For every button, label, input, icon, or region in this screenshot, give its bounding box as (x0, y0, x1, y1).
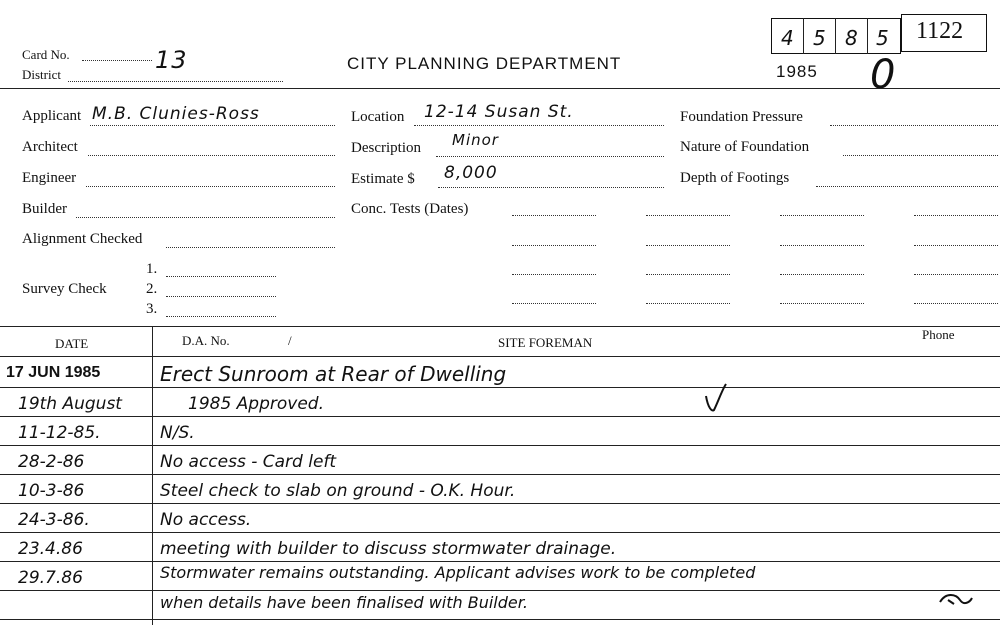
ref-digit-1: 4 (781, 26, 795, 50)
date-header: DATE (55, 336, 89, 351)
check-mark (700, 380, 730, 414)
depth-footings-label: Depth of Footings (680, 170, 790, 186)
ref-divider-1 (803, 18, 804, 54)
da-slash: / (288, 333, 292, 348)
row-rule (0, 532, 1000, 533)
ref-digit-4: 5 (876, 26, 890, 50)
row-rule (0, 619, 1000, 620)
estimate-label: Estimate $ (351, 171, 415, 187)
location-label: Location (351, 109, 405, 125)
table-row-note: Steel check to slab on ground - O.K. Hour. (160, 481, 516, 501)
table-row-date: 23.4.86 (18, 539, 83, 559)
initials-mark (936, 590, 976, 610)
description-label: Description (351, 140, 421, 156)
row-rule (0, 561, 1000, 562)
nature-foundation-label: Nature of Foundation (680, 139, 810, 155)
location-line (414, 125, 664, 126)
card-no-value: 13 (155, 46, 188, 74)
conc-test-line-3a (512, 274, 596, 275)
table-row-date: 10-3-86 (18, 481, 85, 501)
conc-test-line-2b (646, 245, 730, 246)
conc-test-line-3b (646, 274, 730, 275)
table-row-date: 11-12-85. (18, 423, 101, 443)
conc-test-line-4d (914, 303, 998, 304)
conc-test-line-2d (914, 245, 998, 246)
conc-test-line-1d (914, 215, 998, 216)
engineer-line (86, 186, 335, 187)
row-rule (0, 590, 1000, 591)
ref-divider-2 (835, 18, 836, 54)
survey-line-3 (166, 316, 276, 317)
table-row-note: N/S. (160, 423, 195, 443)
table-row-date: 29.7.86 (18, 568, 83, 588)
conc-test-line-2c (780, 245, 864, 246)
card-no-label: Card No. (22, 47, 70, 62)
ref-number: 1122 (916, 18, 964, 44)
location-value: 12-14 Susan St. (424, 102, 574, 122)
table-row-date: 17 JUN 1985 (6, 364, 101, 381)
table-row-note: No access. (160, 510, 252, 530)
site-foreman-header: SITE FOREMAN (498, 335, 593, 350)
ref-digit-3: 8 (845, 26, 859, 50)
conc-test-line-4b (646, 303, 730, 304)
architect-line (88, 155, 335, 156)
conc-test-line-3d (914, 274, 998, 275)
department-title: CITY PLANNING DEPARTMENT (347, 54, 622, 73)
ref-digit-2: 5 (813, 26, 827, 50)
district-label: District (22, 67, 61, 82)
table-row-note: meeting with builder to discuss stormwater drainage. (160, 539, 617, 559)
conc-test-line-4c (780, 303, 864, 304)
survey-item-3: 3. (146, 301, 158, 317)
builder-label: Builder (22, 201, 67, 217)
row-rule (0, 416, 1000, 417)
description-value: Minor (452, 131, 499, 149)
alignment-label: Alignment Checked (22, 231, 143, 247)
description-line (436, 156, 664, 157)
architect-label: Architect (22, 139, 78, 155)
conc-test-line-1c (780, 215, 864, 216)
table-row-date: 28-2-86 (18, 452, 85, 472)
row-rule (0, 445, 1000, 446)
estimate-line (438, 187, 664, 188)
conc-tests-label: Conc. Tests (Dates) (351, 201, 469, 217)
conc-test-line-1a (512, 215, 596, 216)
table-row-date: 19th August (18, 394, 122, 414)
applicant-value: M.B. Clunies-Ross (92, 104, 260, 124)
survey-check-label: Survey Check (22, 281, 107, 297)
conc-test-line-4a (512, 303, 596, 304)
year: 1985 (776, 62, 818, 81)
survey-item-1: 1. (146, 261, 158, 277)
table-row-note: Stormwater remains outstanding. Applicant advises work to be completed (160, 563, 756, 582)
alignment-line (166, 247, 335, 248)
ref-divider-3 (867, 18, 868, 54)
applicant-line (90, 125, 335, 126)
table-row-note: Erect Sunroom at Rear of Dwelling (160, 362, 507, 386)
table-row-note: 1985 Approved. (188, 394, 324, 414)
engineer-label: Engineer (22, 170, 77, 186)
survey-line-2 (166, 296, 276, 297)
applicant-label: Applicant (22, 108, 82, 124)
table-row-note: No access - Card left (160, 452, 337, 472)
table-row-note: when details have been finalised with Builder. (160, 593, 528, 612)
conc-test-line-3c (780, 274, 864, 275)
builder-line (76, 217, 335, 218)
header-divider (0, 88, 1000, 89)
da-header: D.A. No. (182, 333, 230, 348)
table-header-border (0, 356, 1000, 357)
conc-test-line-2a (512, 245, 596, 246)
row-rule (0, 474, 1000, 475)
district-line (68, 81, 283, 82)
handwritten-zero: 0 (870, 52, 897, 98)
row-rule (0, 503, 1000, 504)
phone-header: Phone (922, 327, 955, 342)
depth-footings-line (816, 186, 998, 187)
nature-foundation-line (843, 155, 998, 156)
survey-line-1 (166, 276, 276, 277)
conc-test-line-1b (646, 215, 730, 216)
foundation-pressure-line (830, 125, 998, 126)
row-rule (0, 387, 1000, 388)
card-no-line (82, 60, 152, 61)
table-row-date: 24-3-86. (18, 510, 90, 530)
foundation-pressure-label: Foundation Pressure (680, 109, 803, 125)
survey-item-2: 2. (146, 281, 158, 297)
estimate-value: 8,000 (444, 163, 498, 183)
table-date-divider (152, 326, 153, 625)
table-top-border (0, 326, 1000, 327)
